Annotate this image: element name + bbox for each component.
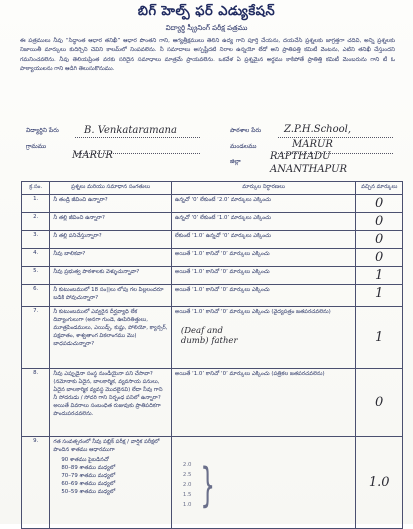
student-name-line — [75, 137, 200, 138]
row-score: 1 — [356, 267, 403, 285]
grade-label: 80–89 శాతము మధ్యలో — [61, 465, 116, 471]
row-question: నీ కుటుంబములో ఎవ్వరైన దీర్ఘవ్యాధి లేక దివ్యాంగులుగా (అనగా గుండె, ఊపిరితిత్తులు, మూత్రపిండములు, ఎయిడ్స్, కుష్టు, పోలియో, క్యాన్సర్, పక్షవాతం, శాశ్వతాంగ వికలాంగము మొ) బాధపడుచున్నారా? — [50, 307, 172, 369]
row-number: 1. — [22, 195, 50, 213]
mandal-label: మండలము — [230, 143, 257, 150]
table-row — [22, 249, 403, 267]
instructions-paragraph: ఈ పత్రములు నీవు “సిద్ధాంత ఆధార తనిఖీ” ఆధార పొంతని గాని, ఆగ్యత్రీక్షములు తెలిని ఉద్య గాని పూర్తి చేయను, దయచేసి ప్రశ్నలకు జాగ్రత్తగా చదివి, అన్ని ప్రశ్నలకు నిజాయితీ మార్కులు కుదిర్చిని చెవిని కాలమ్‌లో నింపవలెను. నీ సమాదాలు అస్పష్టీదటి నిరాల ఉన్నయో లేదో అని ప్రాతిపత్తి కమిటీ వెంటను, ఎటిని తనిఖీ చేస్తుందని గమనించవలెను. నీవు తెలియప్రింత వరకు సరిదైన సమాధాలు మాత్రమే ప్రాయవలెను. ఒకవేళ ఏ ప్రశ్నమైన అర్థము కాకిపోతే ప్రాతిత్తి కమిటీ మెంబరును గాని టీ ఓ పాఠ్యాయులను గాని ఆడిగి తెలుసుకొనుము. — [20, 38, 395, 73]
table-row — [22, 307, 403, 369]
district-value-line1: RAPTHADU — [270, 151, 331, 162]
row-number: 2. — [22, 213, 50, 231]
village-value: MARUR — [72, 150, 113, 161]
row-number: 3. — [22, 231, 50, 249]
row-question: నీ తల్లి జీవించి ఉన్నారా? — [50, 213, 172, 231]
grade-brace-icon: } — [200, 458, 216, 512]
school-label: పాఠశాల పేరు — [230, 127, 262, 134]
header-rule: మార్కుల నిర్ధారణలు — [171, 182, 355, 195]
row-number: 9. — [22, 437, 50, 529]
district-label: జిల్లా — [230, 158, 241, 165]
header-score: వచ్చిన మార్కులు — [356, 182, 403, 195]
table-header-row — [22, 182, 403, 195]
row-question — [50, 437, 172, 529]
student-name-value: B. Venkataramana — [84, 125, 177, 136]
table-row — [22, 267, 403, 285]
grade-label: 50–59 శాతము మధ్యలో — [61, 489, 116, 495]
table-row — [22, 369, 403, 437]
grade-label: 90 శాతము పైబడినచో — [61, 457, 109, 463]
row-score: 0 — [356, 195, 403, 213]
row-score: 0 — [356, 231, 403, 249]
row-number: 4. — [22, 249, 50, 267]
row-rule: అయితే ‘1.0’ కానిచో ‘0’ మార్కులు ఎక్కించు — [171, 249, 355, 267]
grade-label: 70–79 శాతము మధ్యలో — [61, 473, 116, 479]
form-subtitle: విద్యార్థి స్క్రీనింగ్ పరీక్ష పత్రము — [165, 24, 248, 32]
row-score: 0 — [356, 249, 403, 267]
row-rule: ఉన్నచో ‘0’ లేకుంటే ‘1.0’ మార్కులు ఎక్కించు — [171, 213, 355, 231]
header-serial: క్ర.సం. — [22, 182, 50, 195]
row-rule — [171, 437, 355, 529]
row-rule-text: అయితే ‘1.0’ కానిచో ‘0’ మార్కులు ఎక్కించు (వైద్యపత్రం జతపరచవలెను) — [174, 309, 331, 315]
row-number: 7. — [22, 307, 50, 369]
grade-mark-list — [183, 460, 192, 510]
student-name-label: విద్యార్థిని పేరు — [26, 127, 59, 134]
handwritten-note: (Deaf and dumb) father — [180, 326, 238, 346]
row-score: 1.0 — [356, 437, 403, 529]
row-rule: అయితే ‘1.0’ కానిచో ‘0’ మార్కులు ఎక్కించు — [171, 285, 355, 307]
row-question: నీవు బాలికవా? — [50, 249, 172, 267]
row-question: నీ కుటుంబములో 18 సం||లు లోపు గల పిల్లలందరూ బడికి పోవుచున్నారా? — [50, 285, 172, 307]
row-score: 1 — [356, 285, 403, 307]
grade-mark: 2.5 — [182, 472, 192, 478]
grade-list — [53, 456, 168, 496]
district-value-line2: ANANTHAPUR — [270, 164, 348, 175]
table-row — [22, 437, 403, 529]
row-rule: లేకుంటే ‘1.0’ ఉన్నచో ‘0’ మార్కులు ఎక్కించు — [171, 231, 355, 249]
row-question-text: గత సంవత్సరంలో నీవు పబ్లిక్ పరీక్ష / వార్షిక పరీక్షలో పొందిన శాతము ఆధారముగా — [53, 439, 160, 453]
row-number: 6. — [22, 285, 50, 307]
row-rule: ఉన్నచో ‘0’ లేకుంటే ‘2.0’ మార్కులు ఎక్కించు — [171, 195, 355, 213]
village-label: గ్రామము — [26, 143, 47, 150]
screening-table — [21, 181, 403, 529]
row-number: 8. — [22, 369, 50, 437]
row-rule: అయితే ‘1.0’ కానిచో ‘0’ మార్కులు ఎక్కించు (పత్రికల జతపరచవలెను) — [171, 369, 355, 437]
school-value: Z.P.H.School, — [284, 124, 352, 135]
grade-mark: 1.5 — [182, 492, 192, 498]
table-row — [22, 213, 403, 231]
row-score: 0 — [356, 369, 403, 437]
row-score: 0 — [356, 213, 403, 231]
row-question: నీవు ఎప్పుడైనా సంస్థ నుండీయైనా పని చేసావా? (నమోనాకు ఏదైన, బాలకార్మిక, వ్యవసాయ పనులు, ఏదైన బాలకార్మిక వ్యవస్థ మొదలైనవి) లేదా నీవు గాని నీ సోదరుడు / సోదరి గాని నిర్బంధ పనిలో ఉన్నారా? అయితే వివరాలు సంబంధిత రుజువుకు ప్రాతిపదికగా పొందుపరచవలెను. — [50, 369, 172, 437]
row-number: 5. — [22, 267, 50, 285]
row-score: 1 — [356, 307, 403, 369]
header-question: ప్రశ్నలు మరియు సమాధాన సంగతులు — [50, 182, 172, 195]
mandal-value: MARUR — [292, 139, 333, 150]
table-row — [22, 231, 403, 249]
table-row — [22, 195, 403, 213]
grade-mark: 2.0 — [182, 482, 192, 488]
form-title: బిగ్ హెల్ప్ ఫర్ ఎడ్యుకేషన్ — [137, 4, 276, 19]
row-question: నీ తల్లి పనిచేస్తున్నారా? — [50, 231, 172, 249]
row-question: నీ తండ్రి జీవించి ఉన్నారా? — [50, 195, 172, 213]
row-rule: అయితే ‘1.0’ కానిచో ‘0’ మార్కులు ఎక్కించు — [171, 267, 355, 285]
row-rule — [171, 307, 355, 369]
grade-marks — [175, 460, 352, 510]
table-row — [22, 285, 403, 307]
grade-mark: 2.0 — [182, 462, 192, 468]
grade-label: 60–69 శాతము మధ్యలో — [61, 481, 116, 487]
school-line — [278, 137, 393, 138]
grade-mark: 1.0 — [182, 502, 192, 508]
row-question: నీవు ప్రభుత్వ పాఠశాలకు వెళ్ళుచున్నావా? — [50, 267, 172, 285]
